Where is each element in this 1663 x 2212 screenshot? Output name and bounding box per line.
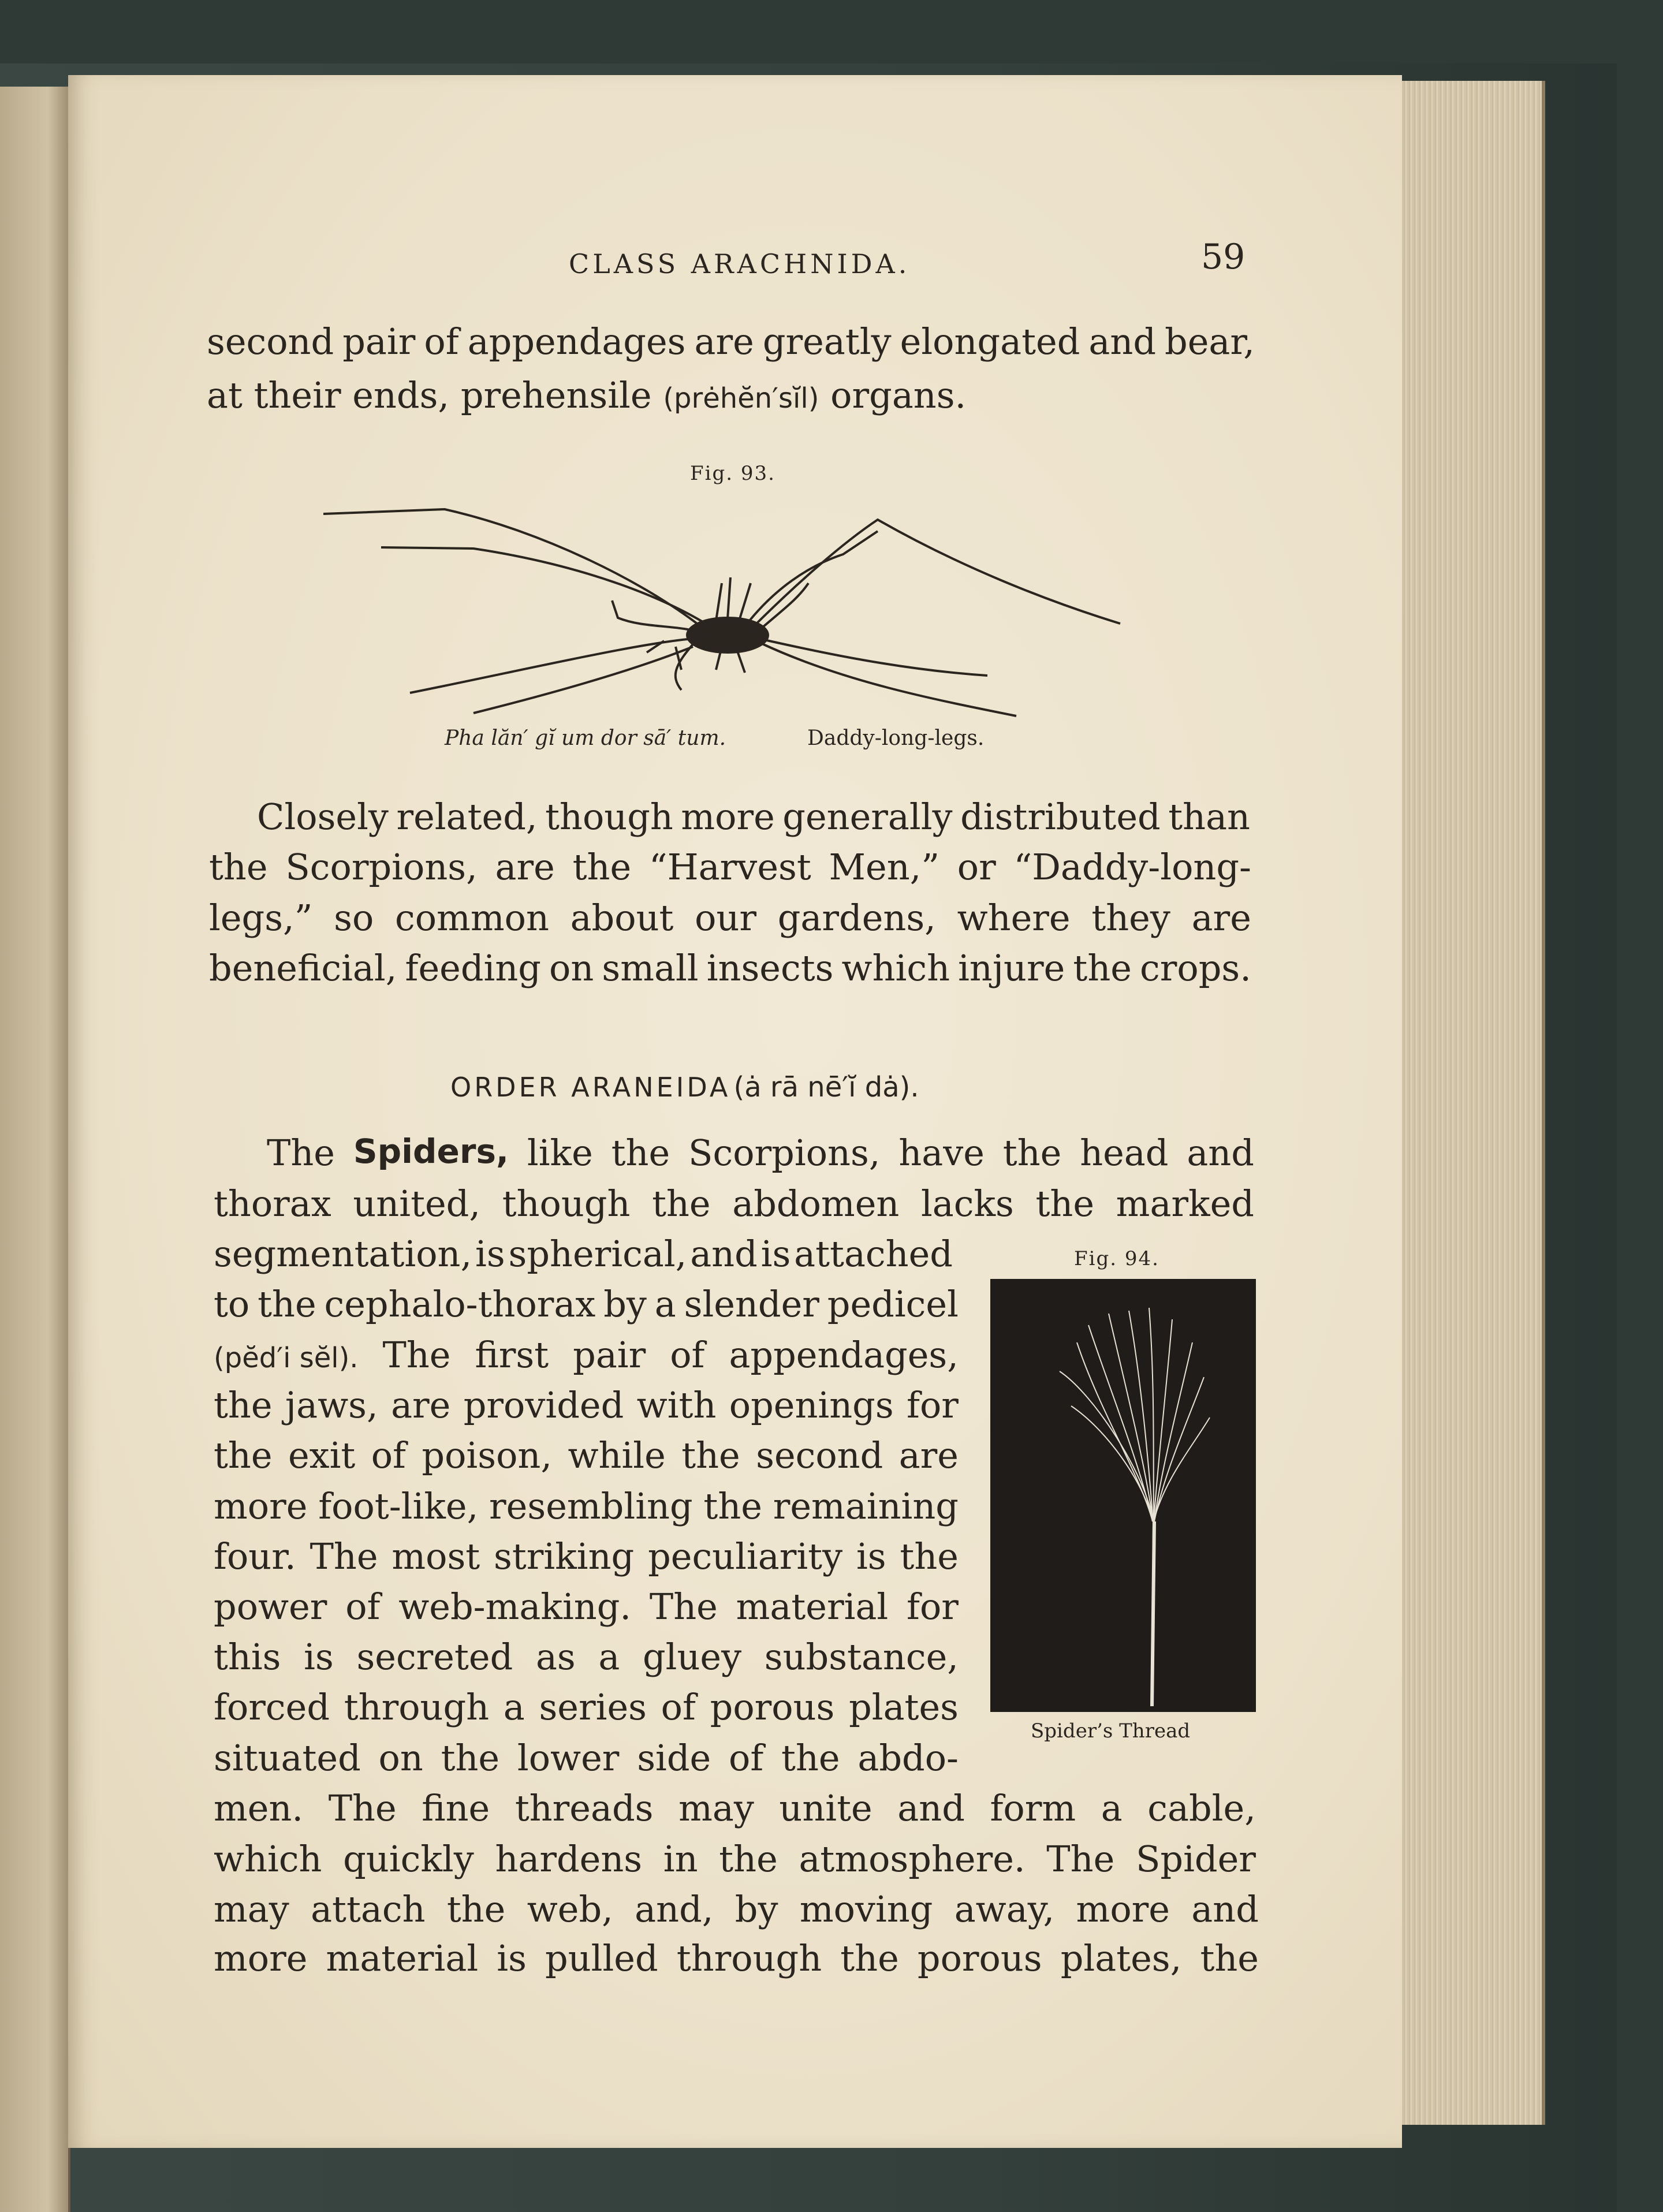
- spider-thread-drawing: [990, 1279, 1256, 1712]
- word: where: [957, 897, 1071, 939]
- para3-end-line3: [214, 1888, 1259, 1930]
- word: for: [907, 1384, 959, 1426]
- word: the: [681, 1434, 740, 1476]
- word: greatly: [762, 320, 892, 363]
- word: may: [678, 1787, 754, 1829]
- word: more: [681, 796, 775, 838]
- word: by: [603, 1283, 647, 1325]
- word: power: [214, 1586, 327, 1628]
- word: injure: [958, 947, 1065, 989]
- word: though: [502, 1183, 631, 1225]
- word: porous: [710, 1686, 835, 1728]
- word: is: [856, 1535, 886, 1577]
- word: like: [527, 1132, 593, 1174]
- word: second: [756, 1434, 883, 1476]
- word: of: [670, 1334, 705, 1376]
- word: bear,: [1165, 320, 1255, 363]
- word: abdo-: [857, 1737, 959, 1779]
- word: “Daddy-long-: [1013, 846, 1251, 888]
- word: second: [207, 320, 334, 363]
- word: and,: [635, 1888, 714, 1930]
- word: through: [676, 1937, 822, 1979]
- word: are: [694, 320, 754, 363]
- bold-word-spiders: Spiders,: [353, 1132, 509, 1171]
- word: The: [649, 1586, 718, 1628]
- para2-line2: [209, 846, 1251, 888]
- word: which: [841, 947, 950, 989]
- para2-line4: [209, 947, 1251, 989]
- word: spherical,: [508, 1233, 687, 1275]
- word: The: [1046, 1838, 1115, 1880]
- word: secreted: [356, 1636, 513, 1678]
- word: pair: [573, 1334, 646, 1376]
- para3-narrow-line7: [214, 1535, 959, 1577]
- word: peculiarity: [648, 1535, 843, 1577]
- word: related,: [396, 796, 538, 838]
- word: united,: [353, 1183, 481, 1225]
- word: the: [214, 1384, 273, 1426]
- word: cable,: [1147, 1787, 1256, 1829]
- word: the: [258, 1283, 316, 1325]
- word: the: [441, 1737, 500, 1779]
- word: foot-like,: [318, 1485, 479, 1527]
- word: openings: [729, 1384, 894, 1426]
- order-heading-pronunciation: (ȧ rā nē′ĭ dȧ).: [733, 1071, 919, 1103]
- word: The: [382, 1334, 451, 1376]
- word: is: [475, 1233, 505, 1275]
- word: unite: [779, 1787, 872, 1829]
- word: attached: [794, 1233, 953, 1275]
- word: the: [446, 1888, 506, 1930]
- word: Scorpions,: [688, 1132, 881, 1174]
- para3-narrow-line11: [214, 1737, 959, 1779]
- word: men.: [214, 1787, 304, 1829]
- para3-narrow-line10: [214, 1686, 959, 1728]
- word: gluey: [642, 1636, 742, 1678]
- word: have: [898, 1132, 985, 1174]
- word: a: [1101, 1787, 1123, 1829]
- fig94-caption: Spider’s Thread: [1031, 1719, 1191, 1743]
- word: our: [695, 897, 757, 939]
- word: common: [395, 897, 549, 939]
- word: which: [214, 1838, 322, 1880]
- para3-line2: [214, 1183, 1254, 1225]
- word: The: [310, 1535, 378, 1577]
- para3-end-line2: [214, 1838, 1256, 1880]
- word: web-making.: [398, 1586, 632, 1628]
- word: on: [549, 947, 594, 989]
- word: the: [1035, 1183, 1095, 1225]
- word: as: [535, 1636, 576, 1678]
- word: first: [475, 1334, 549, 1376]
- page-block-edge: [1397, 81, 1545, 2125]
- word: the: [611, 1132, 670, 1174]
- word: insects: [706, 947, 834, 989]
- word: the: [703, 1485, 762, 1527]
- word: thorax: [214, 1183, 331, 1225]
- word: of: [729, 1737, 764, 1779]
- word: resembling: [489, 1485, 693, 1527]
- word: are: [1191, 897, 1251, 939]
- word: four.: [214, 1535, 296, 1577]
- word: attach: [311, 1888, 426, 1930]
- fig93-caption-latin: Pha lăn′ gĭ um dor sā′ tum.: [445, 726, 726, 750]
- word: Spider: [1135, 1838, 1256, 1880]
- word: remaining: [773, 1485, 959, 1527]
- word: and: [897, 1787, 965, 1829]
- para1-line2-start: at their ends, prehensile: [207, 374, 652, 416]
- word: though: [545, 796, 673, 838]
- word: is: [497, 1937, 527, 1979]
- word: the: [840, 1937, 899, 1979]
- word: the: [1073, 947, 1132, 989]
- word: porous: [917, 1937, 1042, 1979]
- order-heading-text: ORDER ARANEIDA: [450, 1072, 731, 1103]
- word: atmosphere.: [799, 1838, 1026, 1880]
- word: a: [654, 1283, 676, 1325]
- word: web,: [527, 1888, 613, 1930]
- word: hardens: [495, 1838, 643, 1880]
- word: to: [214, 1283, 250, 1325]
- para1-line2-end: organs.: [830, 374, 967, 416]
- word: so: [334, 897, 374, 939]
- word: the: [719, 1838, 778, 1880]
- word: of: [345, 1586, 381, 1628]
- word: gardens,: [777, 897, 936, 939]
- word: they: [1091, 897, 1170, 939]
- word: feeding: [405, 947, 541, 989]
- fig94-label: Fig. 94.: [1074, 1247, 1159, 1270]
- para3-narrow-line9: [214, 1636, 959, 1678]
- word: threads: [514, 1787, 654, 1829]
- spider-thread-illustration: [990, 1279, 1256, 1712]
- word: appendages: [467, 320, 686, 363]
- word: away,: [954, 1888, 1055, 1930]
- word: exit: [288, 1434, 356, 1476]
- word: marked: [1116, 1183, 1254, 1225]
- word: situated: [214, 1737, 361, 1779]
- word: Scorpions,: [285, 846, 478, 888]
- word: of: [661, 1686, 696, 1728]
- word: pulled: [545, 1937, 658, 1979]
- para3-narrow-line2: [214, 1283, 959, 1325]
- word: lower: [517, 1737, 620, 1779]
- word: more: [1076, 1888, 1170, 1930]
- word: of: [424, 320, 459, 363]
- fig93-caption-common: Daddy-long-legs.: [807, 726, 985, 750]
- word: legs,”: [209, 897, 313, 939]
- para2-line3: [209, 897, 1251, 939]
- word: the: [214, 1434, 273, 1476]
- word: appendages,: [729, 1334, 959, 1376]
- word: is: [304, 1636, 334, 1678]
- word: “Harvest: [648, 846, 811, 888]
- word: poison,: [422, 1434, 553, 1476]
- para3-end-line1: [214, 1787, 1256, 1829]
- para3-narrow-line5: [214, 1434, 959, 1476]
- word: side: [637, 1737, 711, 1779]
- word: The: [328, 1787, 397, 1829]
- para1-line2: [207, 374, 966, 416]
- word: distributed: [960, 796, 1161, 838]
- word: about: [570, 897, 674, 939]
- word: material: [326, 1937, 479, 1979]
- fig93-label: Fig. 93.: [690, 462, 775, 485]
- word: form: [990, 1787, 1076, 1829]
- word: this: [214, 1636, 281, 1678]
- word: striking: [494, 1535, 635, 1577]
- word: jaws,: [285, 1384, 378, 1426]
- word: for: [907, 1586, 959, 1628]
- daddy-long-legs-illustration: [323, 497, 1132, 728]
- word: are: [898, 1434, 959, 1476]
- page-number: 59: [1201, 237, 1246, 277]
- word: plates,: [1060, 1937, 1182, 1979]
- word: of: [371, 1434, 407, 1476]
- word: material: [736, 1586, 889, 1628]
- word: elongated: [900, 320, 1080, 363]
- word: and: [1191, 1888, 1259, 1930]
- word: is: [760, 1233, 791, 1275]
- word: abdomen: [732, 1183, 900, 1225]
- word: are: [495, 846, 555, 888]
- pronunciation: (prėhĕn′sĭl): [663, 382, 819, 415]
- word: a: [598, 1636, 620, 1678]
- para3-line1: [267, 1132, 1254, 1174]
- word: the: [652, 1183, 711, 1225]
- word: than: [1168, 796, 1250, 838]
- word: provided: [463, 1384, 624, 1426]
- word: or: [957, 846, 996, 888]
- para3-narrow-line1: [214, 1233, 953, 1275]
- word: Closely: [257, 796, 389, 838]
- word: substance,: [764, 1636, 959, 1678]
- word: series: [539, 1686, 647, 1728]
- word: through: [344, 1686, 490, 1728]
- para3-end-line4: [214, 1937, 1259, 1979]
- word: fine: [422, 1787, 490, 1829]
- para3-narrow-line8: [214, 1586, 959, 1628]
- word: and: [690, 1233, 758, 1275]
- word: segmentation,: [214, 1233, 472, 1275]
- word: plates: [849, 1686, 959, 1728]
- para3-narrow-line3: [214, 1334, 959, 1376]
- word: the: [900, 1535, 959, 1577]
- word: and: [1088, 320, 1157, 363]
- word: may: [214, 1888, 289, 1930]
- word: more: [214, 1485, 308, 1527]
- word: pedicel: [827, 1283, 959, 1325]
- word: cephalo-thorax: [324, 1283, 596, 1325]
- word: the: [572, 846, 632, 888]
- word: in: [663, 1838, 698, 1880]
- word: while: [568, 1434, 666, 1476]
- word: the: [1002, 1132, 1062, 1174]
- word: with: [636, 1384, 717, 1426]
- word: beneficial,: [209, 947, 397, 989]
- word: the: [1200, 1937, 1259, 1979]
- word: generally: [782, 796, 953, 838]
- order-heading: [450, 1071, 919, 1103]
- word: by: [734, 1888, 778, 1930]
- word: The: [267, 1132, 335, 1174]
- left-page-edge: [0, 87, 70, 2212]
- word: Men,”: [829, 846, 940, 888]
- word: moving: [799, 1888, 933, 1930]
- pronunciation: (pĕd′i sĕl).: [214, 1342, 359, 1374]
- word: head: [1080, 1132, 1169, 1174]
- para3-narrow-line6: [214, 1485, 959, 1527]
- word: quickly: [343, 1838, 474, 1880]
- word: most: [391, 1535, 480, 1577]
- word: on: [378, 1737, 423, 1779]
- word: pair: [342, 320, 416, 363]
- word: the: [781, 1737, 840, 1779]
- word: the: [209, 846, 268, 888]
- word: small: [602, 947, 699, 989]
- word: a: [503, 1686, 525, 1728]
- running-head: CLASS ARACHNIDA.: [569, 248, 911, 279]
- word: slender: [684, 1283, 819, 1325]
- word: lacks: [920, 1183, 1014, 1225]
- word: crops.: [1140, 947, 1251, 989]
- word: are: [391, 1384, 451, 1426]
- para2-line1: [257, 796, 1250, 838]
- word: and: [1187, 1132, 1254, 1174]
- word: forced: [214, 1686, 330, 1728]
- word: more: [214, 1937, 308, 1979]
- para1-line1: [207, 320, 1255, 363]
- para3-narrow-line4: [214, 1384, 959, 1426]
